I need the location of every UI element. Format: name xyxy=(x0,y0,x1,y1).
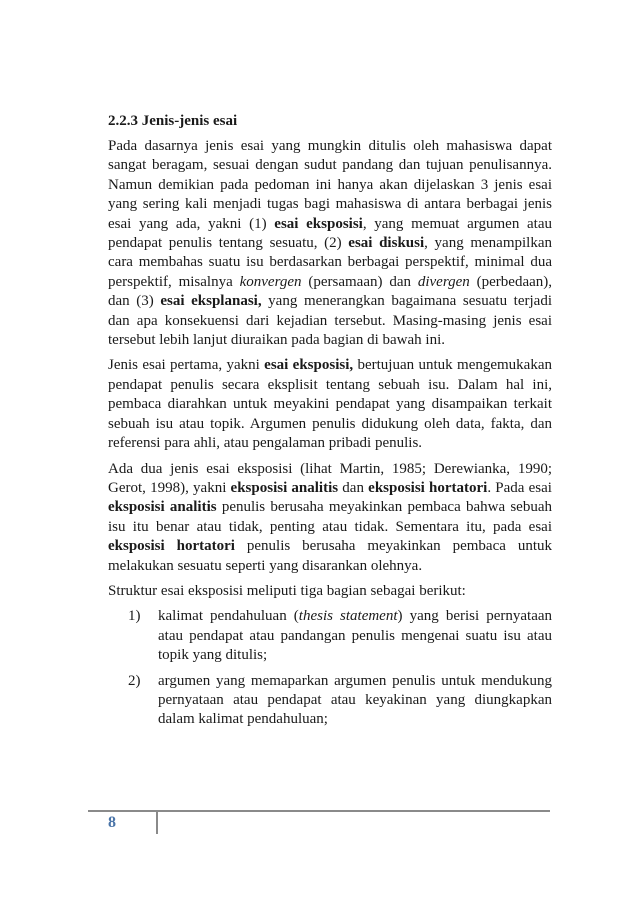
italic-term-konvergen: konvergen xyxy=(239,273,302,290)
paragraph-exposition xyxy=(108,356,552,453)
page-number: 8 xyxy=(108,814,116,831)
list-item xyxy=(108,672,552,730)
list-number: 1) xyxy=(128,608,141,625)
text-run: , yang memuat argumen atau pendapat penulis tentang sesuatu, (2) xyxy=(108,215,553,252)
paragraph-exposition-types xyxy=(108,460,552,576)
bold-term-esai-diskusi: esai diskusi xyxy=(348,235,425,252)
text-run: , yang menampilkan cara membahas suatu isu berdasarkan berbagai perspektif, minimal dua perspektif, misalnya xyxy=(108,235,552,290)
list-item xyxy=(108,607,552,665)
text-run: kalimat pendahuluan ( xyxy=(158,608,299,625)
text-run: argumen yang memaparkan argumen penulis untuk mendukung pernyataan atau pendapat atau keyakinan yang diungkapkan dalam kalimat pendahuluan; xyxy=(158,672,552,728)
bold-term-eksposisi-hortatori: eksposisi hortatori xyxy=(368,479,488,496)
text-run: Jenis esai pertama, yakni xyxy=(108,357,265,374)
text-run: (persamaan) dan xyxy=(301,273,418,290)
text-run: ) yang berisi pernyataan atau pendapat atau pandangan penulis mengenai suatu isu atau topik yang ditulis; xyxy=(158,608,553,664)
italic-term-thesis-statement: thesis statement xyxy=(298,608,398,625)
text-run: dan xyxy=(338,479,369,496)
bold-term-eksposisi-hortatori: eksposisi hortatori xyxy=(108,538,235,555)
paragraph-structure-intro: Struktur esai eksposisi meliputi tiga bagian sebagai berikut: xyxy=(108,582,466,599)
footer-divider-tick xyxy=(156,812,158,834)
bold-term-esai-eksposisi: esai eksposisi xyxy=(274,215,363,232)
text-run: Pada dasarnya jenis esai yang mungkin ditulis oleh mahasiswa dapat sangat beragam, sesuai dengan sudut pandang dan tujuan penulisannya. Namun demikian pada pedoman ini hanya akan dijelaskan 3 jenis esai yang sering kali menjadi tugas bagi mahasiswa di antara berbagai jenis esai yang ada, yakni (1) xyxy=(108,138,552,232)
text-run: bertujuan untuk mengemukakan pendapat penulis secara eksplisit tentang sebuah isu. Dalam hal ini, pembaca diarahkan untuk meyakini pendapat yang disampaikan terkait sebuah isu atau topik. Argumen penulis didukung oleh data, fakta, dan referensi para ahli, atau pengalaman pribadi penulis. xyxy=(108,357,552,452)
bold-term-eksposisi-analitis: eksposisi analitis xyxy=(230,479,339,496)
italic-term-divergen: divergen xyxy=(417,273,470,290)
text-run: yang menerangkan bagaimana sesuatu terjadi dan apa konsekuensi dari kejadian tersebut. Masing-masing jenis esai tersebut lebih lanjut diuraikan pada bagian di bawah ini. xyxy=(108,293,552,349)
page-content xyxy=(108,111,552,736)
bold-term-eksposisi-analitis: eksposisi analitis xyxy=(108,499,217,516)
text-run: Ada dua jenis esai eksposisi (lihat Martin, 1985; Derewianka, 1990; Gerot, 1998), yakni xyxy=(108,460,552,496)
bold-term-esai-eksposisi: esai eksposisi, xyxy=(264,357,354,374)
text-run: penulis berusaha meyakinkan pembaca untuk melakukan sesuatu seperti yang disarankan olehnya. xyxy=(108,538,552,574)
structure-list xyxy=(108,607,552,729)
section-heading: 2.2.3 Jenis-jenis esai xyxy=(108,113,238,129)
text-run: (perbedaan), dan (3) xyxy=(108,273,552,310)
text-run: penulis berusaha meyakinkan pembaca bahwa sebuah isu itu benar atau tidak, penting atau tidak. Sementara itu, pada esai xyxy=(108,499,552,535)
bold-term-esai-eksplanasi: esai eksplanasi, xyxy=(160,293,262,310)
list-number: 2) xyxy=(128,672,141,689)
text-run: . Pada esai xyxy=(487,479,552,496)
paragraph-essay-types xyxy=(108,137,552,350)
